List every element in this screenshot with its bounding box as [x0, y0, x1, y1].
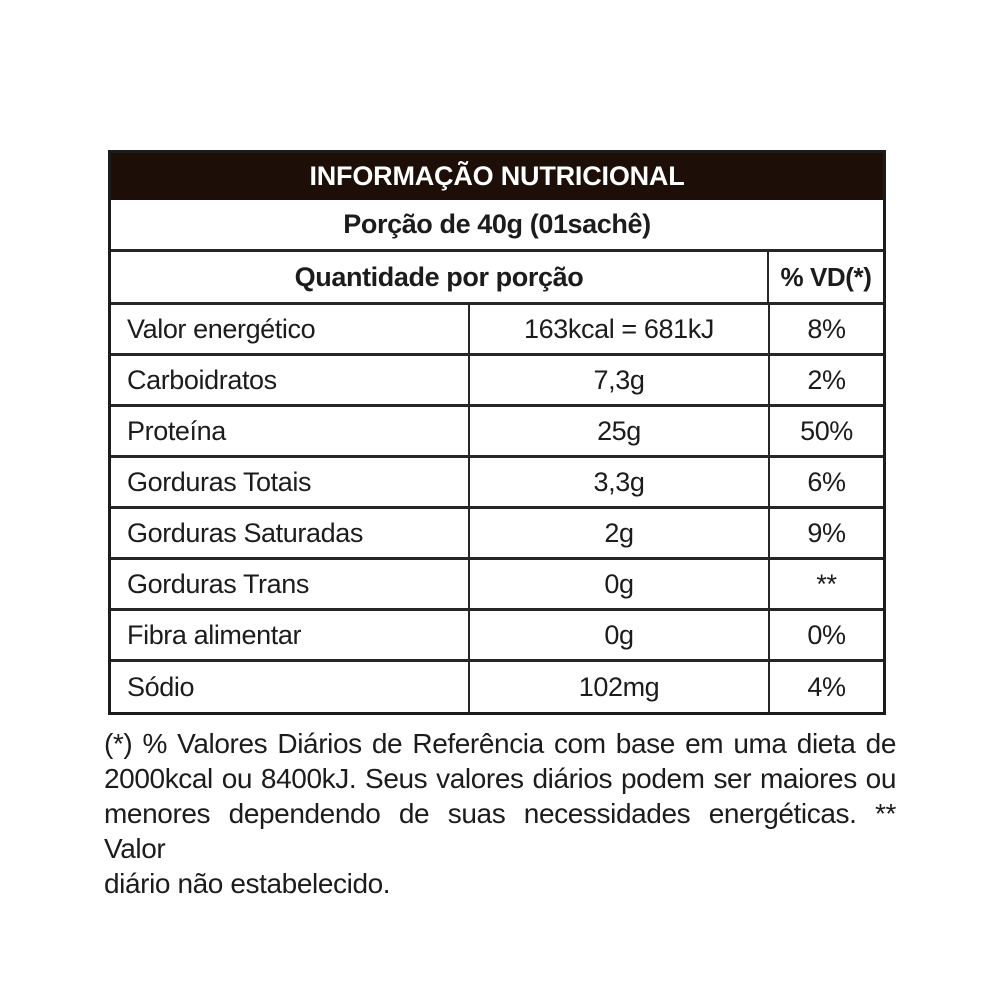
nutrition-title: INFORMAÇÃO NUTRICIONAL [309, 161, 685, 191]
nutrient-amount: 25g [468, 407, 768, 455]
nutrition-table [108, 150, 886, 715]
nutrient-name: Gorduras Saturadas [127, 517, 363, 548]
nutrient-amount: 163kcal = 681kJ [468, 305, 768, 353]
nutrient-daily-value: 9% [768, 509, 883, 557]
table-row-carboidratos [111, 356, 883, 407]
nutrient-daily-value: 0% [768, 611, 883, 659]
nutrient-amount: 0g [468, 611, 768, 659]
nutrient-amount: 7,3g [468, 356, 768, 404]
nutrient-name: Carboidratos [127, 364, 277, 395]
nutrient-name: Valor energético [127, 313, 316, 344]
footnote-line: 2000kcal ou 8400kJ. Seus valores diários podem ser maiores ou [104, 763, 896, 794]
nutrient-daily-value: 4% [768, 662, 883, 712]
table-row-fibra-alimentar [111, 611, 883, 662]
nutrient-daily-value: ** [768, 560, 883, 608]
nutrient-daily-value: 6% [768, 458, 883, 506]
footnote-line: menores dependendo de suas necessidades energéticas. ** Valor [104, 798, 896, 864]
daily-value-header: % VD(*) [767, 252, 883, 302]
nutrient-daily-value: 2% [768, 356, 883, 404]
table-row-gorduras-saturadas [111, 509, 883, 560]
nutrient-name: Fibra alimentar [127, 619, 302, 650]
nutrient-name: Sódio [127, 671, 195, 702]
footnote-line: diário não estabelecido. [104, 868, 391, 899]
table-row-gorduras-totais [111, 458, 883, 509]
nutrient-daily-value: 8% [768, 305, 883, 353]
daily-values-footnote [104, 726, 896, 901]
table-row-sodio [111, 662, 883, 712]
nutrient-amount: 3,3g [468, 458, 768, 506]
nutrient-amount: 102mg [468, 662, 768, 712]
nutrient-name: Gorduras Trans [127, 568, 309, 599]
nutrient-name: Gorduras Totais [127, 466, 312, 497]
nutrient-daily-value: 50% [768, 407, 883, 455]
nutrient-amount: 2g [468, 509, 768, 557]
nutrition-title-bar [111, 153, 883, 200]
nutrient-name: Proteína [127, 415, 226, 446]
table-row-proteina [111, 407, 883, 458]
nutrient-amount: 0g [468, 560, 768, 608]
column-header-row [111, 252, 883, 305]
serving-size: Porção de 40g (01sachê) [343, 209, 651, 239]
serving-row [111, 200, 883, 252]
table-row-gorduras-trans [111, 560, 883, 611]
quantity-per-serving-header: Quantidade por porção [294, 261, 584, 292]
footnote-line: (*) % Valores Diários de Referência com base em uma dieta de [104, 728, 896, 759]
table-row-valor-energetico [111, 305, 883, 356]
